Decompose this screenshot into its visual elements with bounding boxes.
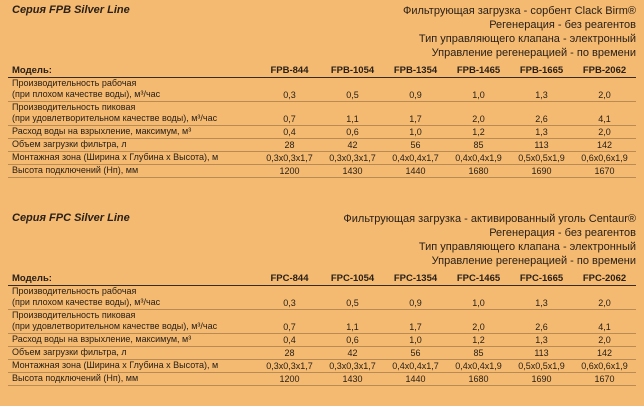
row-label-line2: (при удовлетворительном качестве воды), м³/час	[12, 321, 218, 331]
table-cell: 1,3	[510, 126, 573, 139]
table-cell: 113	[510, 347, 573, 360]
table-row	[8, 310, 636, 334]
series-properties	[343, 212, 636, 268]
model-header: FPB-1354	[384, 64, 447, 78]
row-label	[8, 310, 258, 334]
table-cell: 113	[510, 139, 573, 152]
property-regeneration-control: Управление регенерацией - по времени	[431, 255, 636, 267]
table-cell: 1,0	[384, 334, 447, 347]
row-label-line1: Высота подключений (Нп), мм	[12, 165, 139, 175]
table-cell: 2,0	[447, 310, 510, 334]
table-row	[8, 373, 636, 386]
row-label	[8, 360, 258, 373]
table-cell: 42	[321, 139, 384, 152]
table-cell: 28	[258, 347, 321, 360]
table-cell: 1430	[321, 165, 384, 178]
table-cell: 0,5	[321, 286, 384, 310]
model-header: FPB-844	[258, 64, 321, 78]
row-label-line2: (при плохом качестве воды), м³/час	[12, 297, 161, 307]
model-header: FPC-844	[258, 272, 321, 286]
row-label-line1: Объем загрузки фильтра, л	[12, 139, 127, 149]
row-label	[8, 347, 258, 360]
table-cell: 2,6	[510, 102, 573, 126]
table-cell: 1,1	[321, 310, 384, 334]
property-regeneration: Регенерация - без реагентов	[489, 227, 636, 239]
table-row	[8, 78, 636, 102]
series-properties	[403, 4, 636, 60]
row-label-line1: Производительность пиковая	[12, 102, 136, 112]
row-label-line1: Производительность пиковая	[12, 310, 136, 320]
model-header: FPB-2062	[573, 64, 636, 78]
table-cell: 0,7	[258, 102, 321, 126]
table-cell: 85	[447, 139, 510, 152]
model-header: FPB-1465	[447, 64, 510, 78]
row-label-line1: Объем загрузки фильтра, л	[12, 347, 127, 357]
table-cell: 0,9	[384, 78, 447, 102]
property-regeneration: Регенерация - без реагентов	[489, 19, 636, 31]
table-cell: 0,3х0,3х1,7	[321, 152, 384, 165]
table-cell: 142	[573, 139, 636, 152]
row-label-line1: Монтажная зона (Ширина х Глубина х Высота), м	[12, 152, 219, 162]
table-cell: 1,7	[384, 310, 447, 334]
table-cell: 0,6х0,6х1,9	[573, 360, 636, 373]
table-cell: 0,3х0,3х1,7	[258, 360, 321, 373]
property-valve-type: Тип управляющего клапана - электронный	[418, 33, 636, 45]
table-cell: 1440	[384, 165, 447, 178]
property-filter-media: Фильтрующая загрузка - активированный уголь Centaur®	[343, 213, 636, 225]
table-cell: 1,3	[510, 78, 573, 102]
row-label	[8, 165, 258, 178]
series-title: Серия FPB Silver Line	[12, 4, 130, 16]
table-cell: 0,4х0,4х1,9	[447, 152, 510, 165]
table-row	[8, 126, 636, 139]
row-label	[8, 139, 258, 152]
row-label-line2: (при плохом качестве воды), м³/час	[12, 89, 161, 99]
table-cell: 0,7	[258, 310, 321, 334]
table-cell: 4,1	[573, 310, 636, 334]
table-cell: 85	[447, 347, 510, 360]
table-cell: 0,6х0,6х1,9	[573, 152, 636, 165]
model-header: FPC-1054	[321, 272, 384, 286]
model-header: FPC-2062	[573, 272, 636, 286]
table-cell: 0,6	[321, 334, 384, 347]
table-cell: 1,3	[510, 334, 573, 347]
table-cell: 2,0	[573, 78, 636, 102]
series-title: Серия FPC Silver Line	[12, 212, 130, 224]
table-cell: 2,0	[447, 102, 510, 126]
table-cell: 0,5х0,5х1,9	[510, 360, 573, 373]
table-row	[8, 360, 636, 373]
table-cell: 1,0	[384, 126, 447, 139]
table-cell: 1,0	[447, 78, 510, 102]
table-row	[8, 102, 636, 126]
table-row	[8, 347, 636, 360]
model-column-header: Модель:	[8, 272, 258, 286]
row-label-line2: (при удовлетворительном качестве воды), м³/час	[12, 113, 218, 123]
model-header: FPC-1665	[510, 272, 573, 286]
table-cell: 1680	[447, 373, 510, 386]
fpc-series-section	[8, 212, 636, 386]
property-valve-type: Тип управляющего клапана - электронный	[418, 241, 636, 253]
table-cell: 0,3х0,3х1,7	[321, 360, 384, 373]
table-cell: 0,4х0,4х1,9	[447, 360, 510, 373]
table-row	[8, 139, 636, 152]
table-cell: 2,0	[573, 286, 636, 310]
table-header-row	[8, 272, 636, 286]
row-label-line1: Производительность рабочая	[12, 78, 137, 88]
model-header: FPC-1465	[447, 272, 510, 286]
model-header: FPB-1665	[510, 64, 573, 78]
row-label-line1: Производительность рабочая	[12, 286, 137, 296]
table-cell: 1,2	[447, 334, 510, 347]
property-filter-media: Фильтрующая загрузка - сорбент Clack Birm®	[402, 5, 636, 17]
table-cell: 1670	[573, 165, 636, 178]
table-cell: 1,1	[321, 102, 384, 126]
table-cell: 1,0	[447, 286, 510, 310]
spec-table	[8, 64, 636, 178]
row-label	[8, 152, 258, 165]
table-row	[8, 152, 636, 165]
table-cell: 1670	[573, 373, 636, 386]
row-label-line1: Высота подключений (Нп), мм	[12, 373, 139, 383]
table-header-row	[8, 64, 636, 78]
table-cell: 1430	[321, 373, 384, 386]
property-regeneration-control: Управление регенерацией - по времени	[431, 47, 636, 59]
table-row	[8, 165, 636, 178]
section-header	[8, 4, 636, 64]
table-cell: 0,6	[321, 126, 384, 139]
table-cell: 0,4	[258, 334, 321, 347]
table-cell: 2,6	[510, 310, 573, 334]
row-label-line1: Монтажная зона (Ширина х Глубина х Высота), м	[12, 360, 219, 370]
fpb-series-section	[8, 4, 636, 178]
table-row	[8, 286, 636, 310]
model-column-header: Модель:	[8, 64, 258, 78]
table-cell: 0,4х0,4х1,7	[384, 152, 447, 165]
table-cell: 0,3	[258, 78, 321, 102]
table-cell: 2,0	[573, 126, 636, 139]
table-cell: 0,5х0,5х1,9	[510, 152, 573, 165]
table-cell: 42	[321, 347, 384, 360]
row-label	[8, 78, 258, 102]
spec-table	[8, 272, 636, 386]
row-label-line1: Расход воды на взрыхление, максимум, м³	[12, 334, 192, 344]
row-label	[8, 126, 258, 139]
row-label	[8, 373, 258, 386]
section-header	[8, 212, 636, 272]
table-cell: 1,2	[447, 126, 510, 139]
table-cell: 1200	[258, 165, 321, 178]
table-cell: 0,3х0,3х1,7	[258, 152, 321, 165]
table-cell: 56	[384, 347, 447, 360]
table-cell: 0,5	[321, 78, 384, 102]
table-cell: 1680	[447, 165, 510, 178]
model-header: FPC-1354	[384, 272, 447, 286]
table-cell: 56	[384, 139, 447, 152]
table-cell: 1,7	[384, 102, 447, 126]
table-cell: 1440	[384, 373, 447, 386]
table-cell: 1690	[510, 165, 573, 178]
table-cell: 1200	[258, 373, 321, 386]
row-label	[8, 334, 258, 347]
row-label	[8, 286, 258, 310]
row-label-line1: Расход воды на взрыхление, максимум, м³	[12, 126, 192, 136]
table-cell: 0,4	[258, 126, 321, 139]
table-cell: 4,1	[573, 102, 636, 126]
table-cell: 0,9	[384, 286, 447, 310]
model-header: FPB-1054	[321, 64, 384, 78]
table-cell: 1,3	[510, 286, 573, 310]
table-cell: 0,4х0,4х1,7	[384, 360, 447, 373]
table-cell: 28	[258, 139, 321, 152]
table-row	[8, 334, 636, 347]
table-cell: 2,0	[573, 334, 636, 347]
table-cell: 0,3	[258, 286, 321, 310]
table-cell: 1690	[510, 373, 573, 386]
table-cell: 142	[573, 347, 636, 360]
row-label	[8, 102, 258, 126]
